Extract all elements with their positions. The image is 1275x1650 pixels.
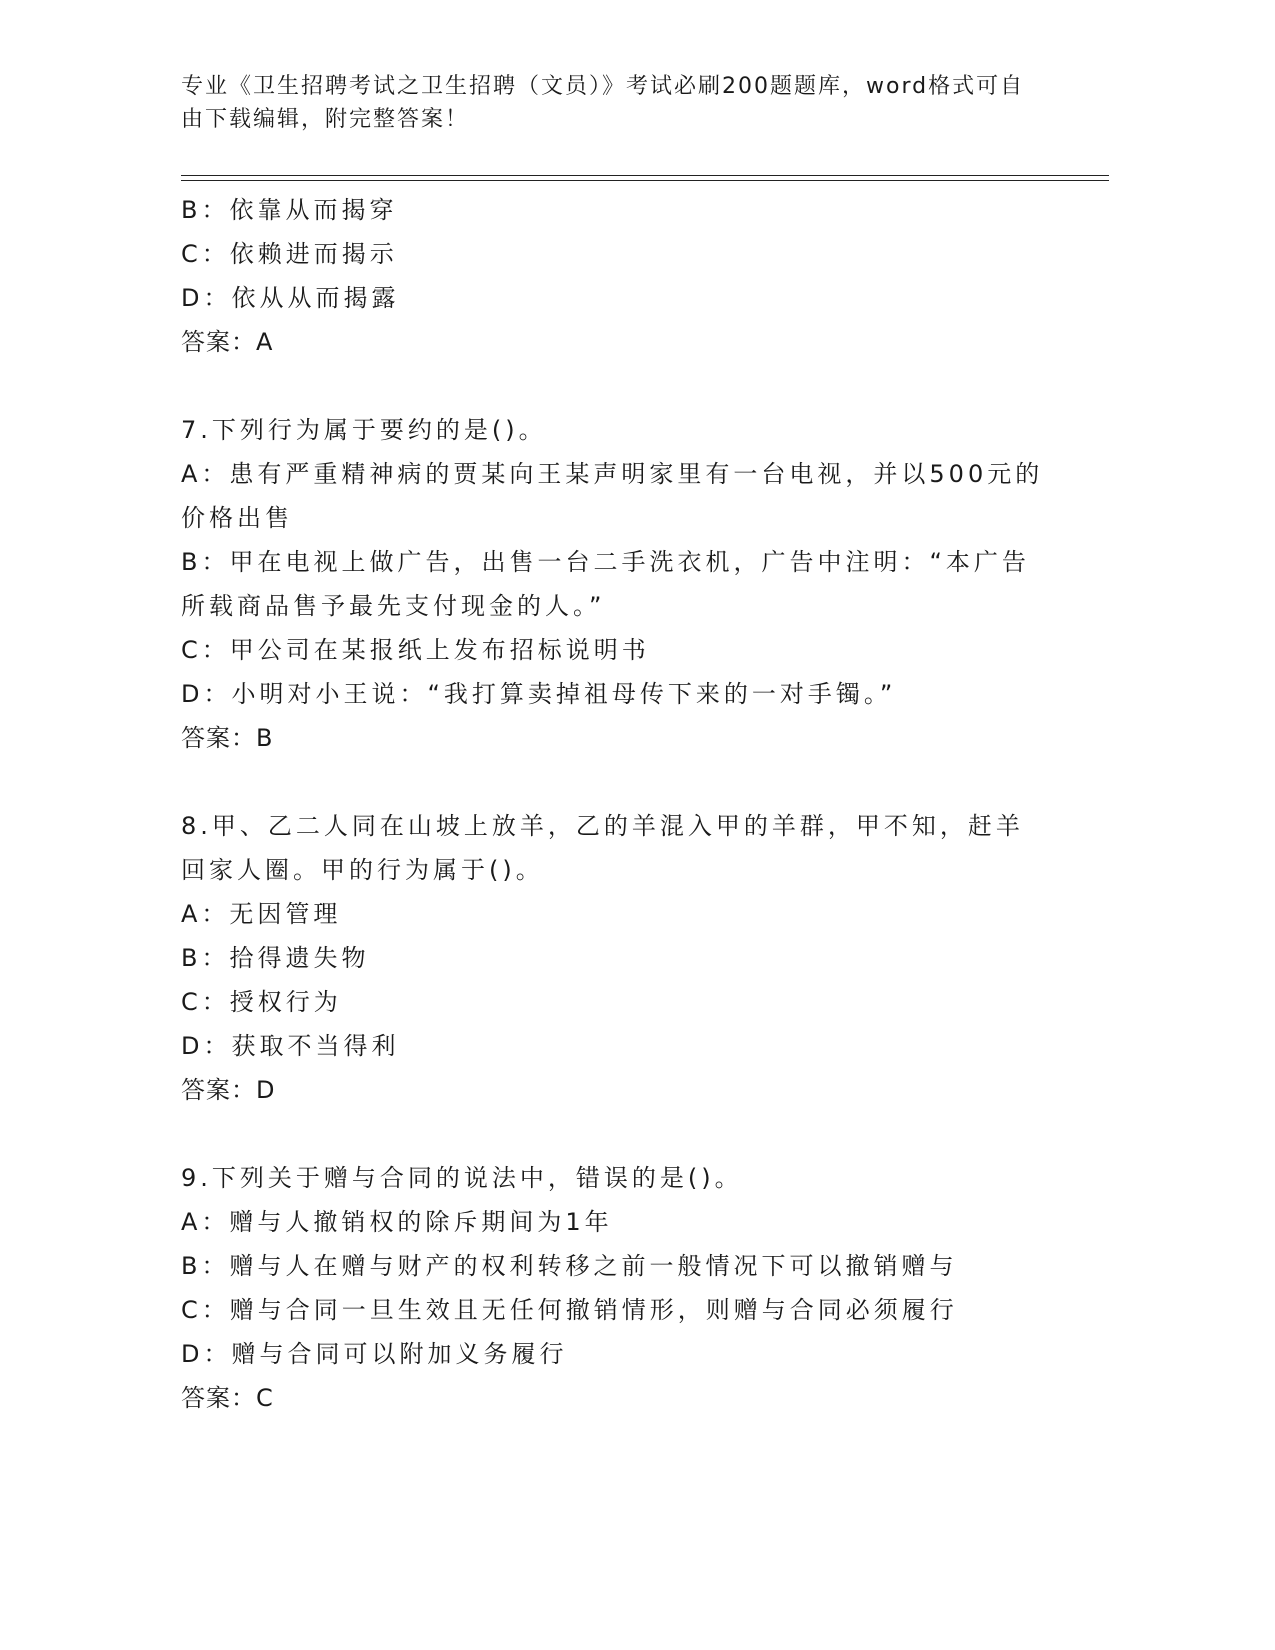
question-6-tail — [181, 188, 1061, 364]
option-b: B：依靠从而揭穿 — [181, 196, 398, 224]
option-d: D：赠与合同可以附加义务履行 — [181, 1340, 568, 1368]
option-c: C：授权行为 — [181, 988, 342, 1016]
option-a-line-1: A：患有严重精神病的贾某向王某声明家里有一台电视，并以500元的 — [181, 460, 1044, 488]
option-a-line-2: 价格出售 — [181, 504, 293, 532]
spacer — [181, 364, 1061, 408]
header-line-2: 由下载编辑，附完整答案！ — [181, 107, 470, 132]
header-divider-top — [181, 175, 1109, 176]
option-b-line-2: 所载商品售予最先支付现金的人。” — [181, 592, 606, 620]
spacer — [181, 1112, 1061, 1156]
option-c: C：甲公司在某报纸上发布招标说明书 — [181, 636, 650, 664]
answer: 答案：B — [181, 724, 274, 752]
question-list — [181, 188, 1061, 1420]
question-text-line-1: 8.甲、乙二人同在山坡上放羊，乙的羊混入甲的羊群，甲不知，赶羊 — [181, 812, 1024, 840]
question-9 — [181, 1156, 1061, 1420]
option-c: C：赠与合同一旦生效且无任何撤销情形，则赠与合同必须履行 — [181, 1296, 958, 1324]
header-line-1: 专业《卫生招聘考试之卫生招聘（文员）》考试必刷200题题库，word格式可自 — [181, 74, 1025, 99]
question-text: 9.下列关于赠与合同的说法中，错误的是()。 — [181, 1164, 743, 1192]
option-b: B：赠与人在赠与财产的权利转移之前一般情况下可以撤销赠与 — [181, 1252, 958, 1280]
option-c: C：依赖进而揭示 — [181, 240, 398, 268]
question-8 — [181, 804, 1061, 1112]
option-b: B：拾得遗失物 — [181, 944, 370, 972]
document-header — [181, 70, 1041, 136]
option-b-line-1: B：甲在电视上做广告，出售一台二手洗衣机，广告中注明：“本广告 — [181, 548, 1030, 576]
answer: 答案：D — [181, 1076, 276, 1104]
option-a: A：赠与人撤销权的除斥期间为1年 — [181, 1208, 613, 1236]
option-d: D：小明对小王说：“我打算卖掉祖母传下来的一对手镯。” — [181, 680, 897, 708]
option-a: A：无因管理 — [181, 900, 342, 928]
answer: 答案：A — [181, 328, 274, 356]
answer: 答案：C — [181, 1384, 274, 1412]
question-7 — [181, 408, 1061, 760]
option-d: D：依从从而揭露 — [181, 284, 400, 312]
option-d: D：获取不当得利 — [181, 1032, 400, 1060]
question-text-line-2: 回家人圈。甲的行为属于()。 — [181, 856, 544, 884]
header-divider-bottom — [181, 180, 1109, 181]
spacer — [181, 760, 1061, 804]
question-text: 7.下列行为属于要约的是()。 — [181, 416, 547, 444]
